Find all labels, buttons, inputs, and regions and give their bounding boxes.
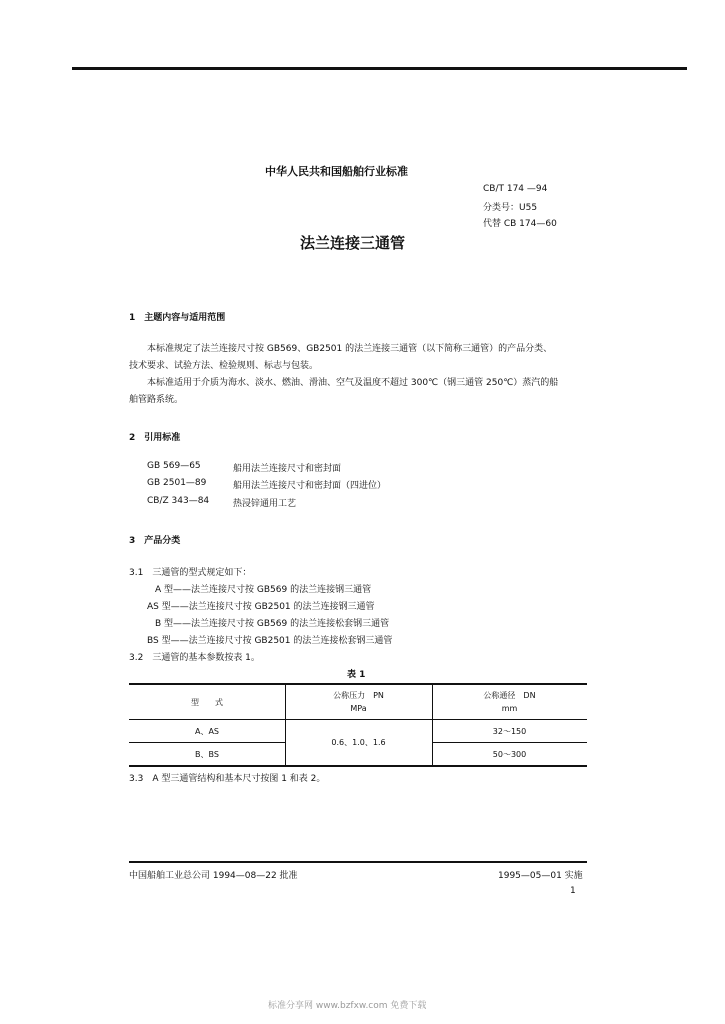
watermark: 标准分享网 www.bzfxw.com 免费下载: [268, 1001, 427, 1011]
clause-3-2: 3.2 三通管的基本参数按表 1。: [129, 653, 260, 663]
reference-title: 热浸锌通用工艺: [233, 499, 297, 509]
reference-code: GB 569—65: [147, 461, 201, 471]
table-header-diameter: 公称通径 DN: [483, 691, 536, 700]
table-header-pressure-unit: MPa: [350, 704, 367, 713]
type-item: A 型——法兰连接尺寸按 GB569 的法兰连接钢三通管: [155, 585, 372, 595]
table-top-rule: [129, 683, 587, 685]
table-row-divider: [432, 742, 587, 743]
reference-title: 船用法兰连接尺寸和密封面: [233, 464, 342, 474]
document-title: 法兰连接三通管: [300, 234, 406, 252]
footer-rule: [129, 861, 587, 863]
replaces-standard: 代替 CB 174—60: [483, 219, 557, 229]
table-caption: 表 1: [347, 670, 366, 680]
approval-note: 中国船舶工业总公司 1994—08—22 批准: [129, 871, 298, 881]
type-item: BS 型——法兰连接尺寸按 GB2501 的法兰连接松套钢三通管: [147, 636, 393, 646]
table-row-divider: [129, 742, 285, 743]
table-header-rule: [129, 719, 587, 720]
effective-date: 1995—05—01 实施: [498, 871, 583, 881]
standard-number: CB/T 174 —94: [483, 184, 548, 194]
table-cell-pressure: 0.6、1.0、1.6: [331, 738, 386, 747]
table-cell-type: A、AS: [194, 727, 220, 736]
section-1-heading: 1 主题内容与适用范围: [129, 313, 226, 323]
table-cell-diameter: 32～150: [492, 727, 527, 736]
page-number: 1: [570, 886, 576, 896]
type-item: AS 型——法兰连接尺寸按 GB2501 的法兰连接钢三通管: [147, 602, 375, 612]
section-1-paragraph-1-line-2: 技术要求、试验方法、检验规则、标志与包装。: [129, 361, 319, 371]
org-title: 中华人民共和国船舶行业标准: [265, 165, 408, 178]
table-header-diameter-unit: mm: [501, 704, 518, 713]
type-item: B 型——法兰连接尺寸按 GB569 的法兰连接松套钢三通管: [155, 619, 390, 629]
table-cell-type: B、BS: [195, 750, 219, 759]
table-cell-diameter: 50～300: [492, 750, 527, 759]
table-header-type: 型 式: [191, 698, 223, 707]
section-3-heading: 3 产品分类: [129, 536, 181, 546]
clause-3-1: 3.1 三通管的型式规定如下：: [129, 568, 252, 578]
reference-title: 船用法兰连接尺寸和密封面（四进位）: [233, 481, 387, 491]
section-2-heading: 2 引用标准: [129, 433, 181, 443]
reference-code: CB/Z 343—84: [147, 496, 210, 506]
top-rule: [72, 67, 687, 70]
section-1-paragraph-2-line-1: 本标准适用于介质为海水、淡水、燃油、滑油、空气及温度不超过 300℃（钢三通管 250℃）蒸汽的船: [147, 378, 559, 388]
classification-number: 分类号：U55: [483, 203, 538, 213]
table-bottom-rule: [129, 765, 587, 767]
table-header-pressure: 公称压力 PN: [333, 691, 384, 700]
reference-code: GB 2501—89: [147, 478, 207, 488]
clause-3-3: 3.3 A 型三通管结构和基本尺寸按图 1 和表 2。: [129, 774, 326, 784]
section-1-paragraph-1-line-1: 本标准规定了法兰连接尺寸按 GB569、GB2501 的法兰连接三通管（以下简称三通管）的产品分类、: [147, 344, 553, 354]
section-1-paragraph-2-line-2: 舶管路系统。: [129, 395, 184, 405]
